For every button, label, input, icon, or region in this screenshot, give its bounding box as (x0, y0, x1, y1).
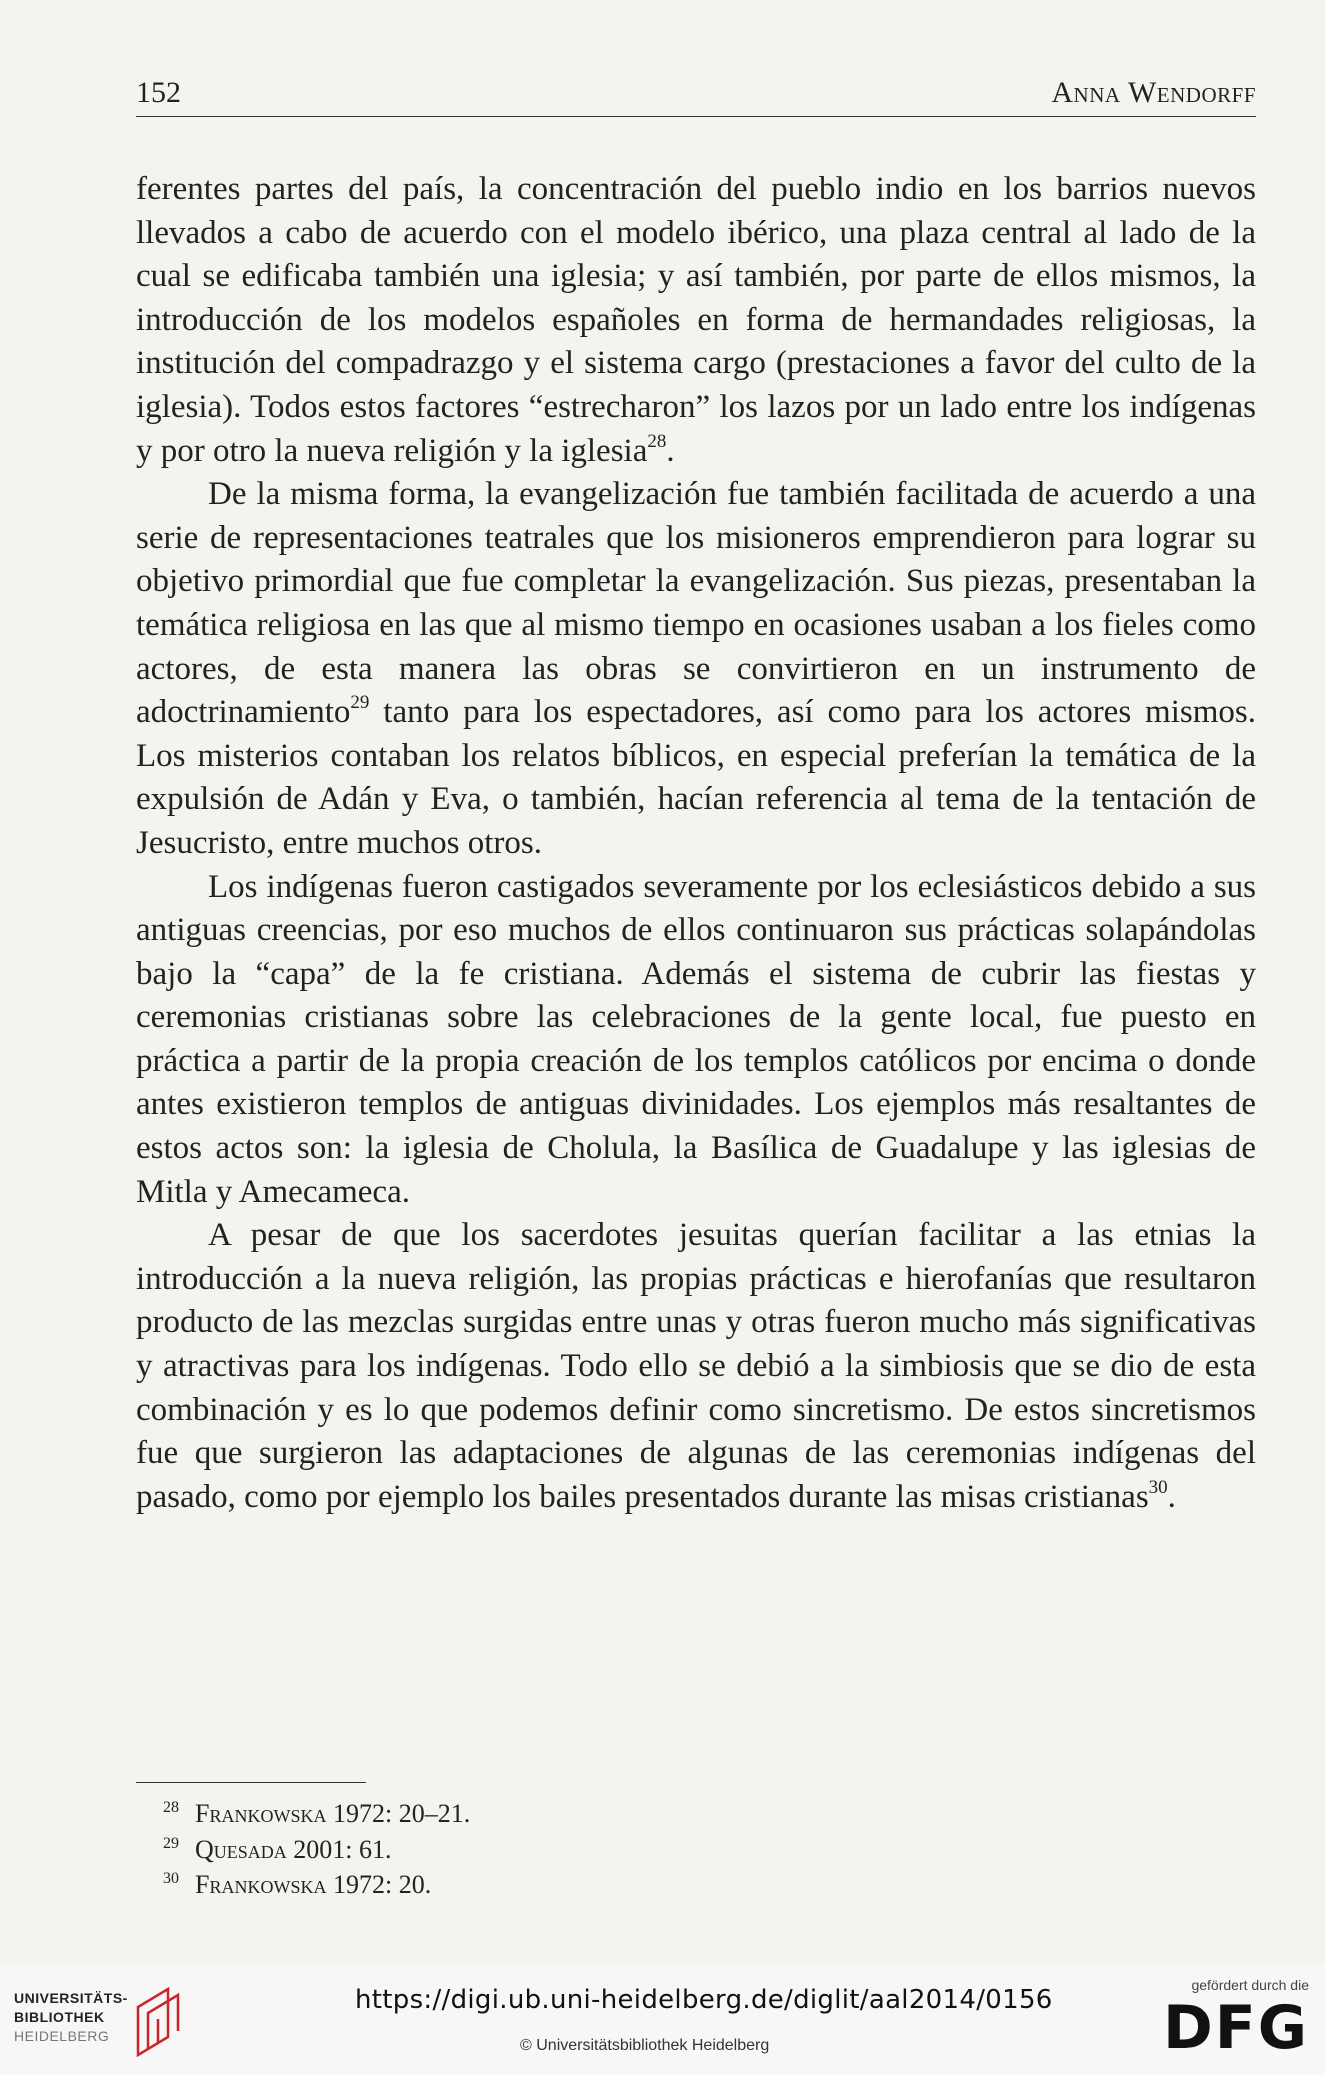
footnote-author: Quesada (195, 1834, 287, 1864)
footnote: 30 Frankowska 1972: 20. (163, 1870, 432, 1899)
paragraph (136, 473, 1256, 865)
footnote-reference: 1972: 20. (326, 1870, 432, 1899)
library-name-line: BIBLIOTHEK (14, 2009, 105, 2025)
viewer-footer (0, 1965, 1325, 2075)
paragraph-text: A pesar de que los sacerdotes jesuitas querían facilitar a las etnias la introducción a la nueva religión, las propias prácticas e hierofanías que resultaron producto de las mezclas surgidas entre unas y otras fueron mucho más significativas y atractivas para los indígenas. Todo ello se debió a la simbiosis que se dio de esta combinación y es lo que podemos definir como sincretismo. De estos sincretismos fue que surgieron las adaptaciones de algunas de las ceremonias indígenas del pasado, como por ejemplo los bailes presentados durante las misas cristianas (136, 1217, 1256, 1515)
paragraph (136, 168, 1256, 473)
footnote-reference: 2001: 61. (286, 1834, 392, 1864)
paragraph-text: De la misma forma, la evangelización fue también facilitada de acuerdo a una serie de representaciones teatrales que los misioneros emprendieron para lograr su objetivo primordial que fue completar la evangelización. Sus piezas, presentaban la temática religiosa en las que al mismo tiempo en ocasiones usaban a los fieles como actores, de esta manera las obras se convirtieron en un instrumento de adoctrinamiento (136, 476, 1256, 731)
library-name-line: HEIDELBERG (14, 2028, 110, 2044)
paragraph (136, 1214, 1256, 1519)
library-name (14, 1989, 128, 2046)
library-emblem-icon (132, 1985, 188, 2057)
permalink[interactable]: https://digi.ub.uni-heidelberg.de/diglit/aal2014/0156 (355, 1985, 1053, 2015)
running-header (136, 76, 1256, 117)
dfg-logo: DFG (1162, 1993, 1309, 2063)
footnote: 29 Quesada 2001: 61. (163, 1834, 392, 1864)
library-name-line: UNIVERSITÄTS- (14, 1990, 128, 2006)
page-number: 152 (136, 76, 181, 109)
footnote-ref-28[interactable]: 28 (647, 430, 667, 452)
footnotes (163, 1796, 470, 1903)
funder-logo[interactable] (1162, 1977, 1309, 2063)
running-author: Anna Wendorff (1051, 76, 1256, 109)
footnote: 28 Frankowska 1972: 20–21. (163, 1799, 471, 1828)
footnote-author: Frankowska (195, 1870, 327, 1899)
paragraph-text: tanto para los espectadores, así como para los actores mismos. Los misterios contaban los relatos bíblicos, en especial preferían la temática de la expulsión de Adán y Eva, o también, hacían referencia al tema de la tentación de Jesucristo, entre muchos otros. (136, 694, 1256, 861)
library-logo[interactable] (14, 1985, 184, 2055)
funder-label: gefördert durch die (1191, 1977, 1309, 1993)
paragraph-text: . (1167, 1478, 1176, 1515)
footnote-ref-30[interactable]: 30 (1148, 1476, 1168, 1498)
paragraph-text: . (666, 432, 675, 469)
footnote-ref-29[interactable]: 29 (350, 692, 370, 714)
copyright-notice: © Universitätsbibliothek Heidelberg (520, 2037, 770, 2054)
footnote-divider (136, 1782, 366, 1783)
footnote-author: Frankowska (195, 1799, 327, 1828)
paragraph: Los indígenas fueron castigados severamente por los eclesiásticos debido a sus antiguas creencias, por eso muchos de ellos continuaron sus prácticas solapándolas bajo la “capa” de la fe cristiana. Además el sistema de cubrir las fiestas y ceremonias cristianas sobre las celebraciones de la gente local, fue puesto en práctica a partir de la propia creación de los templos católicos por encima o donde antes existieron templos de antiguas divinidades. Los ejemplos más resaltantes de estos actos son: la iglesia de Cholula, la Basílica de Guadalupe y las iglesias de Mitla y Amecameca. (136, 868, 1256, 1210)
footnote-reference: 1972: 20–21. (326, 1799, 471, 1828)
body-text (136, 168, 1256, 1519)
paragraph-text: ferentes partes del país, la concentración del pueblo indio en los barrios nuevos llevados a cabo de acuerdo con el modelo ibérico, una plaza central al lado de la cual se edificaba también una iglesia; y así también, por parte de ellos mismos, la introducción de los modelos españoles en forma de hermandades religiosas, la institución del compadrazgo y el sistema cargo (prestaciones a favor del culto de la iglesia). Todos estos factores “estrecharon” los lazos por un lado entre los indígenas y por otro la nueva religión y la iglesia (136, 171, 1256, 469)
